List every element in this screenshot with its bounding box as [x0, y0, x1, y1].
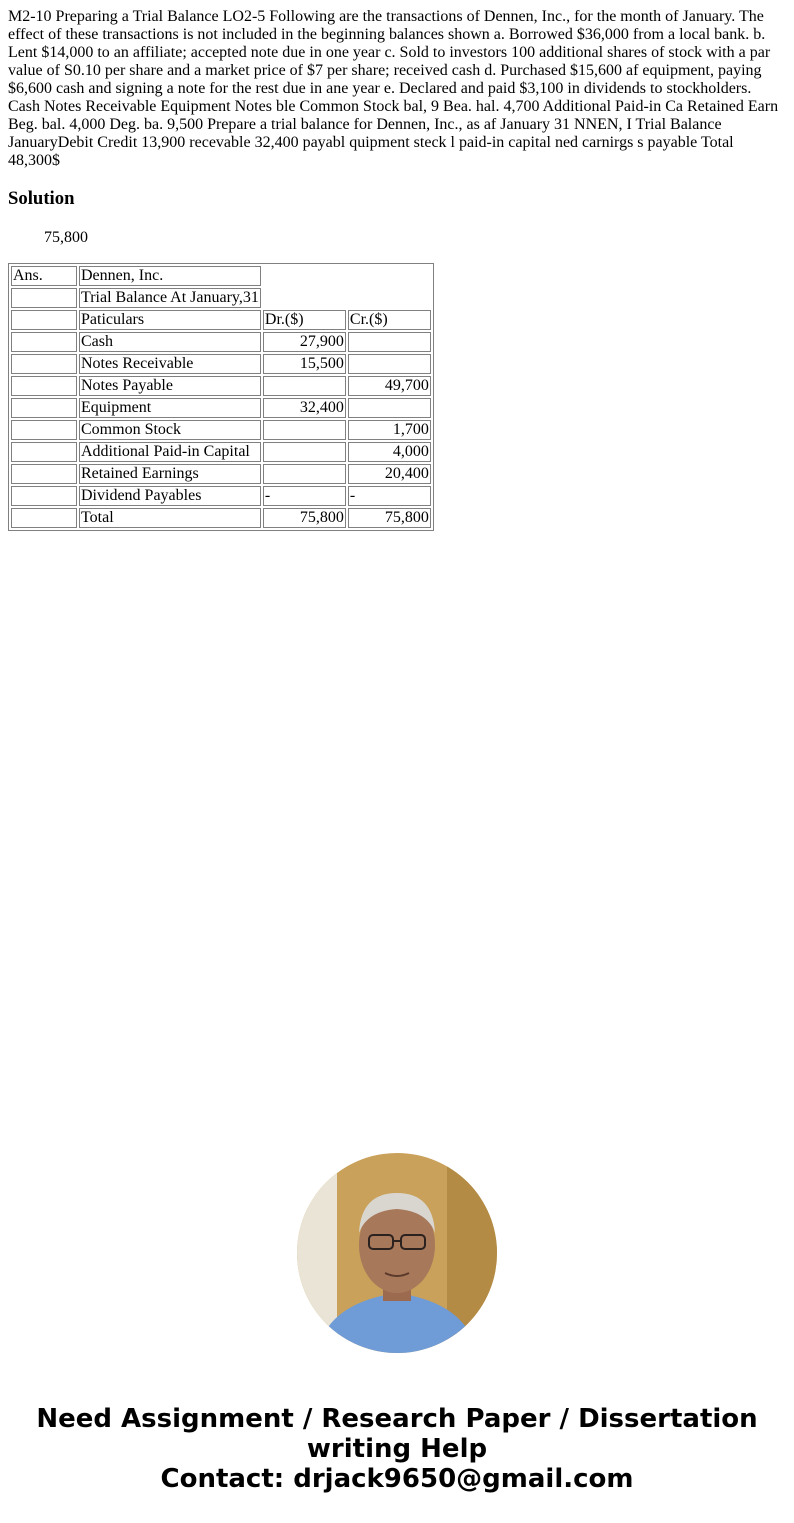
table-row — [11, 442, 431, 462]
debit-cell: 15,500 — [263, 354, 346, 374]
account-cell: Additional Paid-in Capital — [79, 442, 261, 462]
account-cell: Retained Earnings — [79, 464, 261, 484]
debit-cell — [263, 442, 346, 462]
credit-cell: 1,700 — [348, 420, 431, 440]
credit-cell: - — [348, 486, 431, 506]
account-cell: Dividend Payables — [79, 486, 261, 506]
account-cell: Notes Receivable — [79, 354, 261, 374]
debit-cell — [263, 464, 346, 484]
company-name-cell: Dennen, Inc. — [79, 266, 261, 286]
ans-label-cell: Ans. — [11, 266, 77, 286]
solution-heading: Solution — [8, 188, 75, 209]
total-debit-cell: 75,800 — [263, 508, 346, 528]
account-cell: Cash — [79, 332, 261, 352]
credit-cell — [348, 398, 431, 418]
debit-cell: 32,400 — [263, 398, 346, 418]
debit-cell — [263, 420, 346, 440]
table-subtitle-cell: Trial Balance At January,31 — [81, 289, 259, 306]
table-row — [11, 486, 431, 506]
total-label-cell: Total — [79, 508, 261, 528]
credit-cell — [348, 332, 431, 352]
credit-cell: 4,000 — [348, 442, 431, 462]
header-particulars: Paticulars — [79, 310, 261, 330]
credit-cell — [348, 354, 431, 374]
table-header-row — [11, 310, 431, 330]
table-row — [11, 376, 431, 396]
debit-cell: - — [263, 486, 346, 506]
promo-contact: Contact: drjack9650@gmail.com — [160, 1464, 634, 1494]
table-row — [11, 354, 431, 374]
tutor-portrait-image — [297, 1153, 497, 1353]
table-row — [11, 420, 431, 440]
table-row — [11, 464, 431, 484]
table-row — [11, 266, 431, 286]
question-text: M2-10 Preparing a Trial Balance LO2-5 Following are the transactions of Dennen, Inc., for the month of January. The effect of these transactions is not included in the beginning balances shown a. Borrowed $36,000 from a local bank. b. Lent $14,000 to an affiliate; accepted note due in one year c. Sold to investors 100 additional shares of stock with a par value of S0.10 per share and a market price of $7 per share; received cash d. Purchased $15,600 af equipment, paying $6,600 cash and signing a note for the rest due in ane year e. Declared and paid $3,100 in dividends to stockholders. Cash Notes Receivable Equipment Notes ble Common Stock bal, 9 Bea. hal. 4,700 Additional Paid-in Ca Retained Earn Beg. bal. 4,000 Deg. ba. 9,500 Prepare a trial balance for Dennen, Inc., as af January 31 NNEN, I Trial Balance JanuaryDebit Credit 13,900 recevable 32,400 payabl quipment steck l paid-in capital ned carnirgs s payable Total 48,300$ — [8, 8, 779, 169]
account-cell: Equipment — [79, 398, 261, 418]
promo-banner — [0, 1404, 794, 1494]
table-total-row — [11, 508, 431, 528]
account-cell: Notes Payable — [79, 376, 261, 396]
header-debit: Dr.($) — [263, 310, 346, 330]
table-row — [11, 332, 431, 352]
credit-cell: 49,700 — [348, 376, 431, 396]
table-row — [11, 288, 431, 308]
total-credit-cell: 75,800 — [348, 508, 431, 528]
table-row — [11, 398, 431, 418]
answer-total: 75,800 — [44, 229, 88, 246]
promo-line: writing Help — [306, 1434, 488, 1464]
account-cell: Common Stock — [79, 420, 261, 440]
debit-cell: 27,900 — [263, 332, 346, 352]
credit-cell: 20,400 — [348, 464, 431, 484]
debit-cell — [263, 376, 346, 396]
trial-balance-table — [8, 263, 434, 531]
header-credit: Cr.($) — [348, 310, 431, 330]
promo-line: Need Assignment / Research Paper / Dissertation — [36, 1404, 758, 1434]
tutor-avatar — [297, 1153, 497, 1353]
